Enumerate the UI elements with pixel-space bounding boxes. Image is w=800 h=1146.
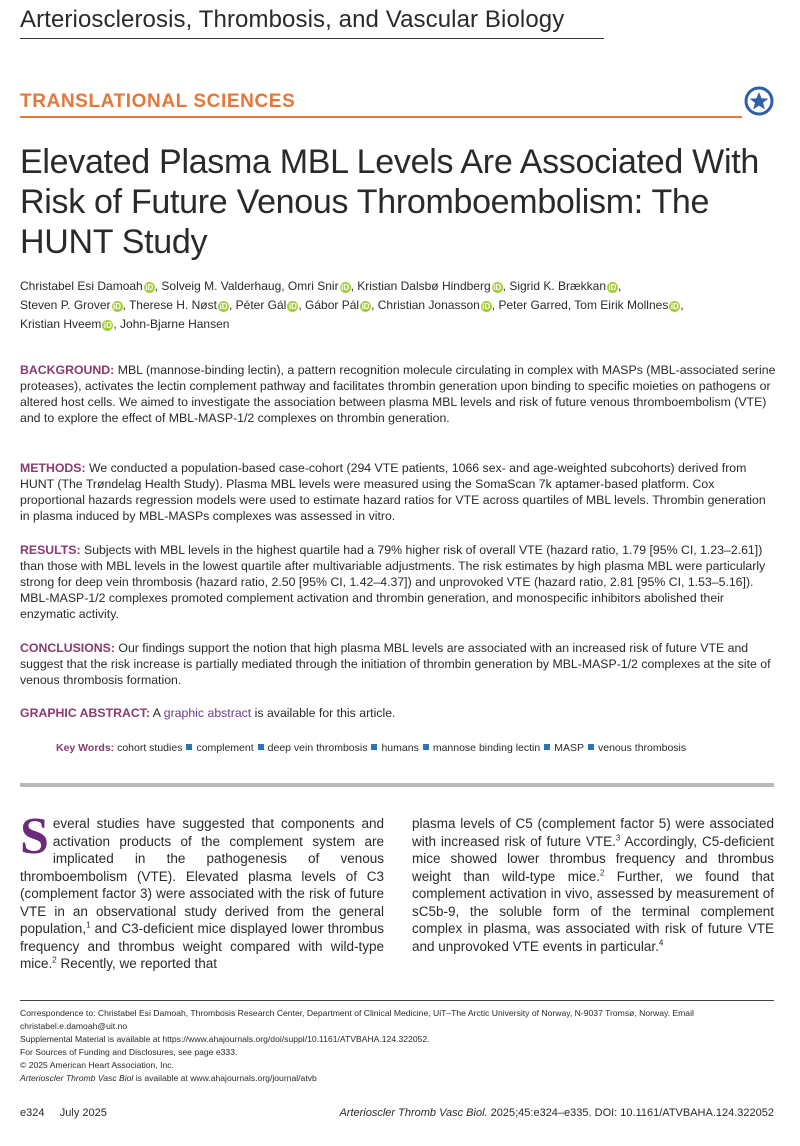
body-text: Accordingly, C5-deficient mice showed lower thrombus frequency and thrombus weight than wild-type mice. (412, 833, 775, 884)
dropcap: S (20, 808, 49, 865)
author[interactable]: John-Bjarne Hansen (120, 317, 230, 331)
orcid-icon[interactable]: iD (361, 302, 370, 311)
abstract-text: MBL (mannose-binding lectin), a pattern recognition molecule circulating in complex with MASPs (MBL-associated serine proteases), activates the lectin complement pathway and facilitates thrombin generation upon binding to specific moieties on pathogens or altered host cells. We aimed to investigate the association between plasma MBL levels and risk of future venous thromboembolism (VTE) and to explore the effect of MBL-MASP-1/2 complexes on thrombin generation. (20, 363, 776, 425)
section-label: TRANSLATIONAL SCIENCES (20, 91, 296, 112)
funding-note: For Sources of Funding and Disclosures, see page e333. (20, 1047, 238, 1057)
author[interactable]: Steven P. Grover (20, 298, 111, 312)
issue-date: July 2025 (59, 1107, 107, 1119)
author[interactable]: Solveig M. Valderhaug (161, 279, 282, 293)
keyword-separator (544, 744, 550, 750)
abstract-heading: RESULTS: (20, 543, 81, 557)
citation-details: 2025;45:e324–e335. DOI: 10.1161/ATVBAHA.124.322052 (487, 1107, 774, 1119)
correspondence-note: Correspondence to: Christabel Esi Damoah, Thrombosis Research Center, Department of Clinical Medicine, UiT–The Arctic University of Norway, N-9037 Tromsø, Norway. Email christabel.e.damoah@uit.no (20, 1008, 694, 1031)
keyword[interactable]: cohort studies (117, 742, 183, 754)
availability-text[interactable]: is available at www.ahajournals.org/journal/atvb (133, 1073, 317, 1083)
footnotes (20, 1007, 776, 1085)
keyword[interactable]: venous thrombosis (598, 742, 687, 754)
author[interactable]: Kristian Hveem (20, 317, 102, 331)
body-column-left (20, 808, 384, 973)
body-text: everal studies have suggested that components and activation products of the complement system are implicated in the pathogenesis of venous thromboembolism (VTE). Elevated plasma levels of C3 (complement factor 3) were associated with the risk of future VTE in an observational study derived from the general population, (20, 816, 384, 936)
copyright-note: © 2025 American Heart Association, Inc. (20, 1060, 174, 1070)
supplemental-note[interactable]: Supplemental Material is available at https://www.ahajournals.org/doi/suppl/10.1161/ATVBAHA.124.322052. (20, 1034, 430, 1044)
graphic-abstract-link[interactable]: graphic abstract (163, 706, 252, 720)
orcid-icon[interactable]: iD (288, 302, 297, 311)
section-rule (20, 116, 742, 118)
reference-link[interactable]: 2 (599, 868, 605, 877)
keyword[interactable]: mannose binding lectin (432, 742, 541, 754)
keyword-separator (186, 744, 192, 750)
reference-link[interactable]: 3 (615, 833, 621, 842)
abstract-heading: BACKGROUND: (20, 363, 115, 377)
footnote-rule (20, 1000, 774, 1001)
keyword-separator (588, 744, 594, 750)
orcid-icon[interactable]: iD (670, 302, 679, 311)
citation-journal: Arterioscler Thromb Vasc Biol. (339, 1107, 488, 1119)
article-title: Elevated Plasma MBL Levels Are Associated With Risk of Future Venous Thromboembolism: The HUNT Study (20, 143, 759, 261)
keyword-separator (258, 744, 264, 750)
orcid-icon[interactable]: iD (341, 283, 350, 292)
availability-note (20, 1072, 776, 1085)
keyword-separator (371, 744, 377, 750)
body-column-right (412, 815, 774, 955)
orcid-icon[interactable]: iD (219, 302, 228, 311)
author-list: Christabel Esi Damoah iD , Solveig M. Valderhaug, Omri Snir iD , Kristian Dalsbø Hindberg iD , Sigrid K. Brækkan iD , Steven P. Grover iD , Therese H. Nøst iD , Péter Gál iD , Gábor Pál iD , Christian Jonasson iD , Peter Garred, Tom Eirik Mollnes iD , Kristian Hveem iD , John-Bjarne Hansen (20, 279, 684, 331)
abstract-text: A (152, 706, 161, 720)
author[interactable]: Christian Jonasson (377, 298, 480, 312)
section-divider (20, 783, 774, 787)
orcid-icon[interactable]: iD (145, 283, 154, 292)
orcid-icon[interactable]: iD (493, 283, 502, 292)
abstract-graphic (20, 705, 776, 721)
abstract-heading: CONCLUSIONS: (20, 641, 115, 655)
page-footer-left (20, 1107, 107, 1119)
journal-abbrev: Arterioscler Thromb Vasc Biol (20, 1073, 134, 1083)
abstract-methods (20, 460, 776, 524)
author[interactable]: Péter Gál (235, 298, 287, 312)
author[interactable]: Sigrid K. Brækkan (509, 279, 607, 293)
page-number: e324 (20, 1107, 45, 1119)
keyword[interactable]: MASP (554, 742, 584, 754)
author[interactable]: Peter Garred (498, 298, 568, 312)
reference-link[interactable]: 2 (52, 955, 57, 965)
author[interactable]: Omri Snir (287, 279, 339, 293)
keywords (56, 742, 686, 754)
abstract-text: is available for this article. (254, 706, 396, 720)
author[interactable]: Christabel Esi Damoah (20, 279, 143, 293)
reference-link[interactable]: 4 (658, 938, 664, 947)
journal-title-rule (20, 38, 604, 39)
orcid-icon[interactable]: iD (608, 283, 617, 292)
open-access-star-icon (744, 86, 774, 116)
author[interactable]: Therese H. Nøst (128, 298, 217, 312)
orcid-icon[interactable]: iD (113, 302, 121, 311)
keyword[interactable]: deep vein thrombosis (267, 742, 368, 754)
keyword-separator (423, 744, 429, 750)
reference-link[interactable]: 1 (86, 920, 91, 930)
keywords-heading: Key Words: (56, 742, 115, 754)
page-footer-right (339, 1107, 774, 1119)
journal-title: Arteriosclerosis, Thrombosis, and Vascular Biology (20, 6, 565, 33)
keyword[interactable]: humans (381, 742, 419, 754)
abstract-background (20, 362, 776, 426)
abstract-text: We conducted a population-based case-cohort (294 VTE patients, 1066 sex- and age-weighted subcohorts) derived from HUNT (The Trøndelag Health Study). Plasma MBL levels were measured using the SomaScan 7k aptamer-based platform. Cox proportional hazards regression models were used to estimate hazard ratios for VTE across quartiles of MBL levels. Thrombin generation in plasma induced by MBL-MASPs complexes was assessed in vitro. (20, 461, 766, 523)
orcid-icon[interactable]: iD (482, 302, 491, 311)
author[interactable]: Tom Eirik Mollnes (574, 298, 669, 312)
author[interactable]: Kristian Dalsbø Hindberg (357, 279, 491, 293)
abstract-conclusions (20, 640, 776, 688)
author[interactable]: Gábor Pál (305, 298, 360, 312)
body-text: plasma levels of C5 (complement factor 5) were associated with increased risk of future VTE. (412, 816, 774, 849)
abstract-text: Subjects with MBL levels in the highest quartile had a 79% higher risk of overall VTE (hazard ratio, 1.79 [95% CI, 1.23–2.61]) than those with MBL levels in the lowest quartile after multivariable adjustments. The risk estimates by high plasma MBL were particularly strong for deep vein thrombosis (hazard ratio, 2.50 [95% CI, 1.42–4.37]) and unprovoked VTE (hazard ratio, 2.81 [95% CI, 1.53–5.16]). MBL-MASP-1/2 complexes promoted complement activation and thrombin generation, and monospecific inhibitors abolished their enzymatic activity. (20, 543, 766, 621)
keyword[interactable]: complement (196, 742, 254, 754)
abstract-results (20, 542, 776, 622)
abstract-heading: METHODS: (20, 461, 86, 475)
abstract-heading: GRAPHIC ABSTRACT: (20, 706, 151, 720)
abstract-text: Our findings support the notion that high plasma MBL levels are associated with an increased risk of future VTE and suggest that the risk increase is partially mediated through the initiation of thrombin generation by MBL-MASP-1/2 complexes at the site of venous thrombosis formation. (20, 641, 771, 687)
body-text: Further, we found that complement activation in vivo, assessed by measurement of sC5b-9, the soluble form of the terminal complement complex in plasma, was associated with risk of future VTE and unprovoked VTE events in particular. (412, 868, 774, 954)
body-text: Recently, we reported that (56, 956, 218, 971)
body-text: and C3-deficient mice displayed lower thrombus frequency and thrombus weight compared with wild-type mice. (20, 921, 384, 971)
orcid-icon[interactable]: iD (103, 321, 112, 330)
